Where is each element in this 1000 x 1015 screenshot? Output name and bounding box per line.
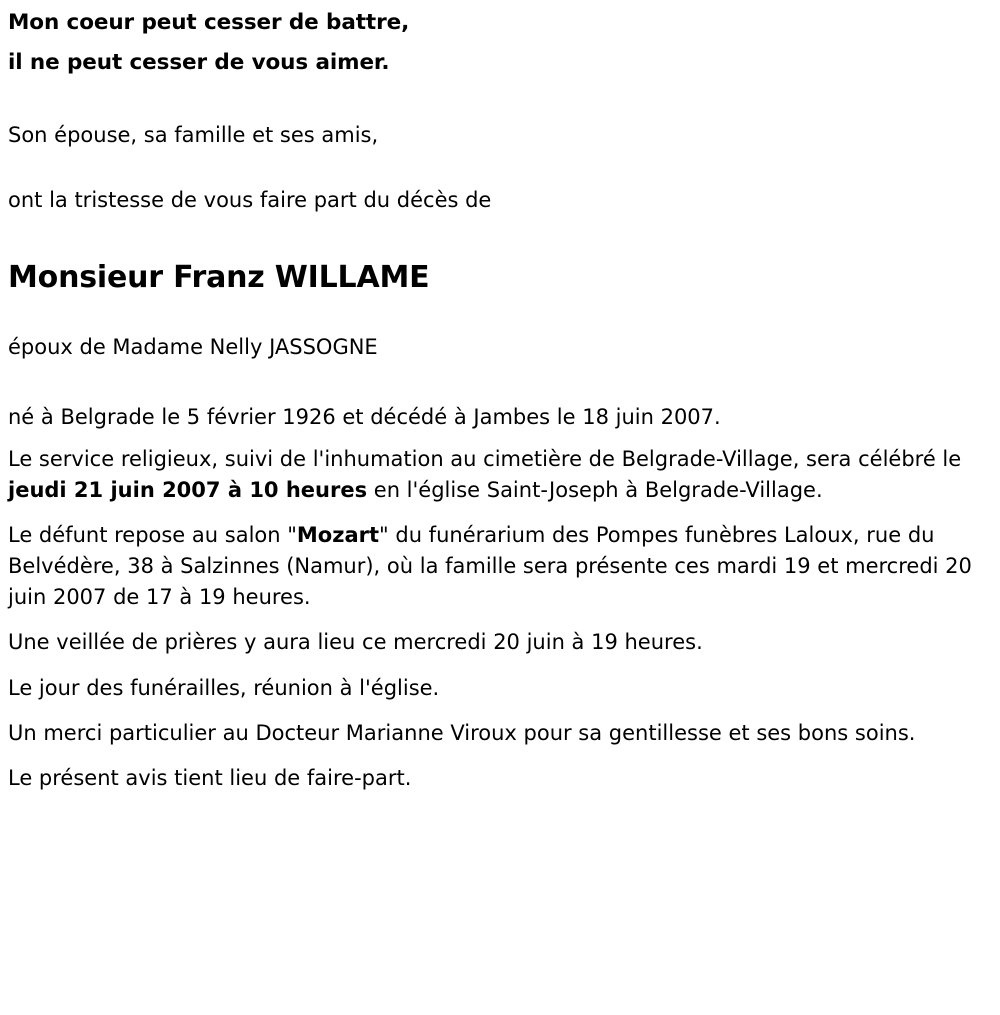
spacer: [8, 146, 986, 190]
service-text-part-2: en l'église Saint-Joseph à Belgrade-Village.: [367, 478, 823, 503]
spacer: [8, 293, 986, 337]
announcement-phrase: ont la tristesse de vous faire part du décès de: [8, 188, 492, 212]
epigraph: [8, 12, 986, 73]
service-datetime: jeudi 21 juin 2007 à 10 heures: [8, 478, 368, 503]
funeral-home-part-2: " du funérarium des Pompes funèbres Laloux, rue du Belvédère, 38 à Salzinnes (Namur), où la famille sera présente ces mardi 19 et mercredi 20 juin 2007 de 17 à 19 heures.: [8, 523, 972, 610]
closing-paragraph: Le présent avis tient lieu de faire-part.: [8, 765, 412, 790]
gathering-paragraph: Le jour des funérailles, réunion à l'église.: [8, 675, 440, 700]
vigil-paragraph: Une veillée de prières y aura lieu ce mercredi 20 juin à 19 heures.: [8, 630, 703, 655]
thanks-paragraph: Un merci particulier au Docteur Marianne Viroux pour sa gentillesse et ses bons soins.: [8, 720, 916, 745]
spacer: [8, 211, 986, 263]
epigraph-line-2: il ne peut cesser de vous aimer.: [8, 49, 390, 75]
funeral-home-salon-name: Mozart: [296, 523, 380, 548]
religious-service-paragraph: [8, 444, 986, 506]
funeral-home-paragraph: [8, 520, 986, 613]
spacer: [8, 73, 986, 125]
spacer: [8, 358, 986, 402]
funeral-home-part-1: Le défunt repose au salon ": [8, 523, 297, 548]
announcers-line: Son épouse, sa famille et ses amis,: [8, 123, 379, 147]
deceased-name: Monsieur Franz WILLAME: [8, 260, 430, 295]
epigraph-line-1: Mon coeur peut cesser de battre,: [8, 10, 410, 35]
spouse-line: époux de Madame Nelly JASSOGNE: [8, 335, 378, 359]
birth-death-line: né à Belgrade le 5 février 1926 et décédé à Jambes le 18 juin 2007.: [8, 405, 721, 429]
service-text-part-1: Le service religieux, suivi de l'inhumation au cimetière de Belgrade-Village, sera célébré le: [8, 447, 962, 472]
details-block: [8, 402, 986, 794]
